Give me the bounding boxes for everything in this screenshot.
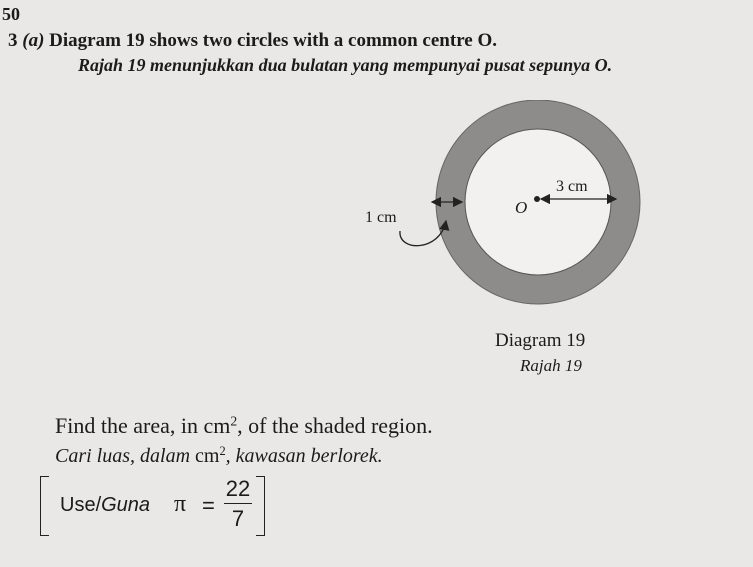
task-en-after: , of the shaded region. bbox=[237, 413, 433, 438]
task-en-exponent: 2 bbox=[230, 413, 238, 429]
hint-pi-symbol: π bbox=[174, 491, 187, 517]
question-number: 3 bbox=[8, 30, 18, 51]
task-ms-before: Cari luas, dalam bbox=[55, 445, 196, 467]
fraction-numerator: 22 bbox=[225, 476, 251, 501]
hint-use-text bbox=[60, 494, 150, 517]
task-ms-exponent: 2 bbox=[219, 444, 226, 459]
fraction-bar bbox=[224, 503, 252, 504]
task-ms-after: , kawasan berlorek. bbox=[225, 445, 383, 467]
left-bracket bbox=[40, 476, 49, 536]
page-number: 50 bbox=[2, 4, 20, 24]
question-part: (a) bbox=[22, 30, 45, 51]
question-text-en bbox=[8, 30, 497, 52]
hint-use: Use/ bbox=[60, 494, 102, 516]
hint-fraction bbox=[224, 476, 252, 532]
diagram-caption-ms: Rajah 19 bbox=[520, 356, 582, 375]
ring-width-label: 1 cm bbox=[365, 209, 397, 226]
question-statement-ms: Rajah 19 menunjukkan dua bulatan yang mempunyai pusat sepunya O. bbox=[78, 55, 613, 75]
pi-hint bbox=[40, 470, 280, 540]
centre-label: O bbox=[515, 198, 528, 217]
task-ms-unit: cm bbox=[195, 445, 220, 467]
centre-point bbox=[534, 196, 540, 202]
fraction-denominator: 7 bbox=[231, 506, 245, 531]
right-bracket bbox=[256, 476, 265, 536]
inner-circle bbox=[465, 129, 611, 275]
task-text-ms bbox=[55, 445, 383, 468]
task-text-en bbox=[55, 413, 433, 439]
question-statement-en: Diagram 19 shows two circles with a common centre O. bbox=[49, 30, 497, 51]
task-en-before: Find the area, in bbox=[55, 413, 204, 438]
radius-label: 3 cm bbox=[556, 178, 588, 195]
hint-equals: = bbox=[202, 493, 215, 518]
diagram-caption-en: Diagram 19 bbox=[495, 330, 586, 351]
task-en-unit: cm bbox=[203, 413, 231, 438]
concentric-circles-diagram bbox=[340, 100, 670, 325]
hint-guna: Guna bbox=[101, 494, 151, 516]
